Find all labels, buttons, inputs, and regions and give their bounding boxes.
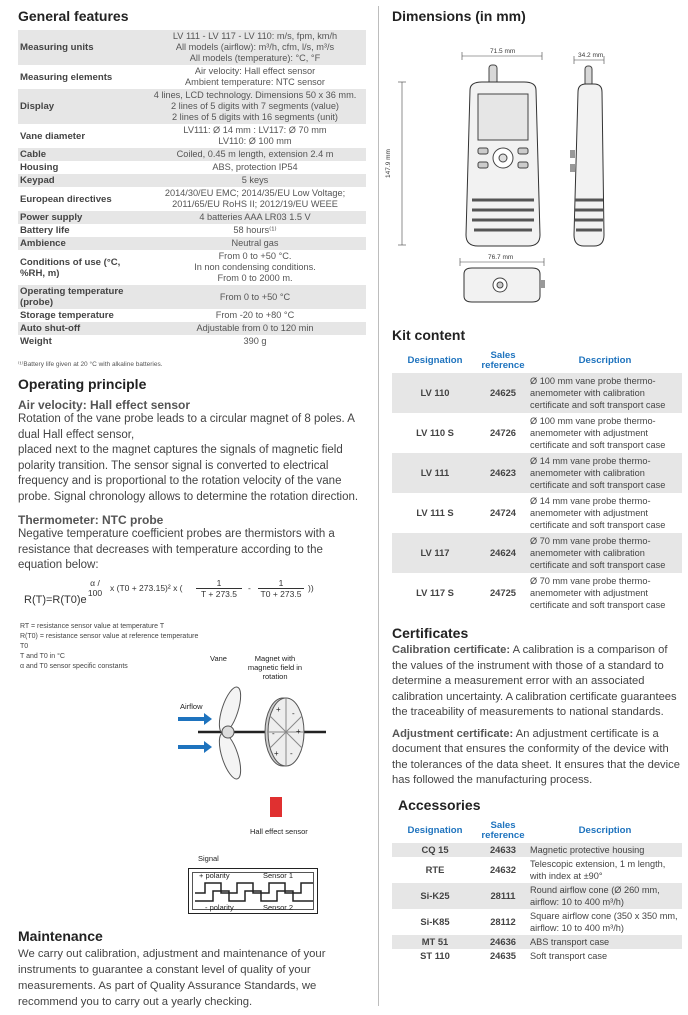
table-row <box>392 573 682 613</box>
calibration-certificate-text <box>392 643 682 721</box>
designation-cell: Si-K25 <box>392 883 478 909</box>
sales-reference-cell: 24624 <box>478 533 528 573</box>
svg-text:+: + <box>274 748 279 758</box>
legend-line: R(T0) = resistance sensor value at reference temperature T0 <box>20 632 199 650</box>
table-row <box>392 949 682 963</box>
column-header: Sales reference <box>481 819 525 841</box>
feature-label: Battery life <box>20 225 70 236</box>
vane-label: Vane <box>210 653 227 663</box>
sales-reference-cell: 28111 <box>478 883 528 909</box>
feature-value-line: In non condensing conditions. <box>194 262 316 272</box>
feature-value <box>144 237 366 250</box>
designation-cell: LV 111 S <box>392 493 478 533</box>
equation-alpha: α / 100 <box>87 577 103 598</box>
feature-value-line: Adjustable from 0 to 120 min <box>196 323 314 333</box>
magnet-label: Magnet with magnetic field in rotation <box>247 653 303 681</box>
feature-value-line: LV110: Ø 100 mm <box>218 136 292 146</box>
feature-value <box>144 161 366 174</box>
feature-label: Measuring elements <box>20 71 113 83</box>
sales-reference-cell: 24635 <box>478 949 528 963</box>
description-cell: Ø 100 mm vane probe thermo-anemometer with adjustment certificate and soft transport case <box>528 413 682 453</box>
column-header: Description <box>578 355 632 366</box>
width-front-label: 71.5 mm <box>490 48 516 55</box>
width-bottom-label: 76.7 mm <box>488 254 514 261</box>
table-row <box>392 857 682 883</box>
designation-cell: Si-K85 <box>392 909 478 935</box>
feature-row <box>18 285 366 309</box>
description-cell: Round airflow cone (Ø 260 mm, airflow: 10 to 400 m³/h) <box>528 883 682 909</box>
sales-reference-cell: 24636 <box>478 935 528 949</box>
feature-label: Cable <box>18 148 144 161</box>
left-column <box>18 8 366 927</box>
feature-row <box>18 65 366 89</box>
feature-value <box>144 174 366 187</box>
hall-sensor-block <box>270 797 282 817</box>
feature-row <box>18 30 366 65</box>
description-cell: Ø 100 mm vane probe thermo-anemometer with calibration certificate and soft transport case <box>528 373 682 413</box>
description-cell: ABS transport case <box>528 935 682 949</box>
feature-value <box>144 65 366 89</box>
description-cell: Ø 70 mm vane probe thermo-anemometer with adjustment certificate and soft transport case <box>528 573 682 613</box>
equation-frac1-den: T + 273.5 <box>201 588 237 599</box>
feature-value-line: 2014/30/EU EMC; 2014/35/EU Low Voltage; <box>164 188 346 198</box>
feature-row <box>18 250 366 285</box>
signal-waveform <box>195 879 313 905</box>
kit-content-title: Kit content <box>392 327 466 343</box>
table-row <box>392 935 682 949</box>
maintenance-text: We carry out calibration, adjustment and maintenance of your instruments to guarantee a constant level of quality of your measurements. As part of Quality Assurance Standards, we recommend you to carry out a yearly checking. <box>18 948 326 1008</box>
feature-row <box>18 237 366 250</box>
sales-reference-cell: 24726 <box>478 413 528 453</box>
feature-value <box>144 250 366 285</box>
table-row <box>392 909 682 935</box>
plus-polarity-label: + polarity <box>199 870 230 880</box>
maintenance-section <box>18 928 366 1010</box>
description-cell: Soft transport case <box>528 949 682 963</box>
feature-label: Display <box>18 89 144 124</box>
sales-reference-cell: 28112 <box>478 909 528 935</box>
feature-value-line: From 0 to +50 °C <box>219 291 291 302</box>
feature-value-line: 2011/65/EU RoHS II; 2012/19/EU WEEE <box>172 199 338 209</box>
feature-value <box>144 148 366 161</box>
equation-close: )) <box>308 582 314 593</box>
sales-reference-cell: 24625 <box>478 373 528 413</box>
feature-value-line: 4 batteries AAA LR03 1.5 V <box>199 212 311 222</box>
air-velocity-title: Air velocity: Hall effect sensor <box>18 398 191 412</box>
feature-row <box>18 89 366 124</box>
feature-value-line: Neutral gas <box>231 238 279 248</box>
signal-label: Signal <box>198 853 219 863</box>
feature-label: Power supply <box>18 211 144 224</box>
feature-row <box>18 161 366 174</box>
designation-cell: ST 110 <box>392 949 478 963</box>
feature-row <box>18 322 366 335</box>
table-row <box>392 373 682 413</box>
air-velocity-text-1: Rotation of the vane probe leads to a circular magnet of 8 poles. A dual Hall effect sensor, <box>18 413 355 441</box>
airflow-arrow-icon <box>178 741 212 753</box>
feature-value-line: 4 lines, LCD technology. Dimensions 50 x 36 mm. <box>153 90 357 100</box>
width-side-label: 34.2 mm <box>578 52 604 59</box>
feature-value-line: LV111: Ø 14 mm : LV117: Ø 70 mm <box>183 125 327 135</box>
feature-value-line: Ambient temperature: NTC sensor <box>185 77 325 87</box>
equation-frac2-num: 1 <box>258 578 304 589</box>
feature-row <box>18 309 366 322</box>
table-row <box>392 493 682 533</box>
description-cell: Ø 14 mm vane probe thermo-anemometer with calibration certificate and soft transport case <box>528 453 682 493</box>
feature-value-line: 5 keys <box>241 175 269 185</box>
legend-line: RT = resistance sensor value at temperature T <box>20 622 165 630</box>
equation-frac1-num: 1 <box>196 578 242 589</box>
description-cell: Square airflow cone (350 x 350 mm, airflow: 10 to 400 m³/h) <box>528 909 682 935</box>
designation-cell: CQ 15 <box>392 843 478 857</box>
feature-value-line: 58 hours⁽¹⁾ <box>233 225 277 235</box>
table-row <box>392 413 682 453</box>
calibration-label: Calibration certificate: <box>392 644 511 656</box>
equation-minus: - <box>248 582 251 593</box>
equation-frac2-den: T0 + 273.5 <box>260 588 302 599</box>
legend-line: α and T0 sensor specific constants <box>20 662 128 670</box>
feature-row <box>18 187 366 211</box>
hall-effect-diagram <box>18 622 366 927</box>
legend-line: T and T0 in °C <box>20 652 65 660</box>
column-header: Designation <box>407 824 463 836</box>
designation-cell: MT 51 <box>392 935 478 949</box>
feature-value-line: All models (airflow): m³/h, cfm, l/s, m³/s <box>175 42 335 52</box>
table-row <box>392 533 682 573</box>
svg-text:-: - <box>272 728 275 738</box>
certificates-title: Certificates <box>392 625 469 641</box>
table-row <box>392 883 682 909</box>
feature-label: Housing <box>20 162 59 173</box>
feature-value-line: ABS, protection IP54 <box>212 162 298 172</box>
description-cell: Ø 14 mm vane probe thermo-anemometer with adjustment certificate and soft transport case <box>528 493 682 533</box>
feature-label: Keypad <box>18 174 144 187</box>
kit-content-table <box>392 349 682 613</box>
air-velocity-text-2: placed next to the magnet captures the signals of magnetic field polarity transition. The sensor signal is converted to electrical frequency and is proportional to the rotation velocity of the vane probe. Signal chronology allows to determine the rotation direction. <box>18 444 359 503</box>
designation-cell: LV 117 <box>392 533 478 573</box>
sensor2-label: Sensor 2 <box>263 902 294 912</box>
operating-principle-title: Operating principle <box>18 376 147 392</box>
feature-label: Vane diameter <box>20 130 86 142</box>
feature-value <box>144 187 366 211</box>
feature-row <box>18 174 366 187</box>
sales-reference-cell: 24725 <box>478 573 528 613</box>
column-divider <box>378 6 379 1006</box>
adjustment-certificate-text <box>392 727 682 789</box>
general-features-table <box>18 30 366 348</box>
equation-middle: x (T0 + 273.15)² x ( <box>110 582 183 593</box>
description-cell: Telescopic extension, 1 m length, with index at ±90° <box>528 857 682 883</box>
column-header: Sales reference <box>481 350 525 371</box>
designation-cell: LV 117 S <box>392 573 478 613</box>
feature-label: European directives <box>20 193 112 205</box>
feature-value <box>144 30 366 65</box>
designation-cell: LV 110 S <box>392 413 478 453</box>
feature-label: Storage temperature <box>20 310 114 321</box>
svg-text:-: - <box>290 748 293 758</box>
feature-value-line: All models (temperature): °C, °F <box>189 53 321 63</box>
feature-value <box>144 224 366 237</box>
feature-label: Auto shut-off <box>18 322 144 335</box>
airflow-arrow-icon <box>178 713 212 725</box>
feature-label: Conditions of use (°C, %RH, m) <box>20 256 121 279</box>
feature-value <box>144 211 366 224</box>
accessories-table <box>392 819 682 963</box>
device-drawing <box>392 30 682 305</box>
ntc-text: Negative temperature coefficient probes are thermistors with a resistance that decreases with temperature according to the equation below: <box>18 528 335 571</box>
adjustment-label: Adjustment certificate: <box>392 727 514 740</box>
accessories-title: Accessories <box>398 796 481 813</box>
table-header-row <box>392 349 682 373</box>
svg-text:+: + <box>296 726 301 736</box>
feature-row <box>18 335 366 348</box>
feature-value-line: Air velocity: Hall effect sensor <box>194 66 316 76</box>
table-row <box>392 453 682 493</box>
calibration-text: A calibration is a comparison of the values of the instrument with those of a standard to determine a measurement error with an associated calibration uncertainty. A calibration certificate guarantees the traceability of measurements to national standards. <box>392 644 677 718</box>
ntc-equation <box>18 578 366 622</box>
feature-value <box>144 285 366 309</box>
svg-text:-: - <box>292 708 295 718</box>
feature-value <box>144 309 366 322</box>
feature-label: Weight <box>20 336 52 347</box>
feature-value-line: Coiled, 0.45 m length, extension 2.4 m <box>176 149 334 159</box>
feature-value <box>144 124 366 148</box>
sales-reference-cell: 24623 <box>478 453 528 493</box>
feature-value <box>144 335 366 348</box>
dimensions-drawing <box>384 30 682 315</box>
svg-text:+: + <box>276 704 281 714</box>
description-cell: Ø 70 mm vane probe thermo-anemometer with calibration certificate and soft transport case <box>528 533 682 573</box>
equation-legend <box>20 622 200 672</box>
adjustment-text: An adjustment certificate is a document that ensures the conformity of the device with the tolerances of the data sheet. It ensures that the device has followed the manufacturing process. <box>392 727 680 786</box>
ntc-title: Thermometer: NTC probe <box>18 513 164 527</box>
designation-cell: LV 110 <box>392 373 478 413</box>
signal-box <box>188 868 318 914</box>
maintenance-title: Maintenance <box>18 928 103 944</box>
sales-reference-cell: 24633 <box>478 843 528 857</box>
right-column <box>384 8 682 963</box>
sales-reference-cell: 24724 <box>478 493 528 533</box>
feature-label: Measuring units <box>18 30 144 65</box>
certificates-section <box>392 625 682 789</box>
designation-cell: LV 111 <box>392 453 478 493</box>
general-features-title: General features <box>18 8 129 24</box>
table-header-row <box>392 819 682 843</box>
dimensions-title: Dimensions (in mm) <box>392 8 526 24</box>
feature-row <box>18 124 366 148</box>
feature-label: Operating temperature (probe) <box>18 285 144 309</box>
battery-footnote: ⁽¹⁾Battery life given at 20 °C with alkaline batteries. <box>18 361 163 368</box>
hall-sensor-label: Hall effect sensor <box>250 826 308 836</box>
sensor1-label: Sensor 1 <box>263 870 294 880</box>
height-label: 147.9 mm <box>384 149 392 178</box>
feature-value-line: 2 lines of 5 digits with 7 segments (value) <box>170 101 339 111</box>
feature-row <box>18 211 366 224</box>
feature-row <box>18 224 366 237</box>
vane-magnet-illustration <box>178 672 328 792</box>
feature-value-line: 2 lines of 5 digits with 16 segments (unit) <box>172 112 338 122</box>
feature-value-line: From -20 to +80 °C <box>215 310 295 320</box>
feature-value <box>144 89 366 124</box>
feature-value-line: 390 g <box>243 336 267 346</box>
feature-value-line: From 0 to 2000 m. <box>217 273 293 283</box>
designation-cell: RTE <box>392 857 478 883</box>
column-header: Designation <box>407 355 463 366</box>
feature-value-line: From 0 to +50 °C. <box>218 251 292 261</box>
description-cell: Magnetic protective housing <box>528 843 682 857</box>
sales-reference-cell: 24632 <box>478 857 528 883</box>
column-header: Description <box>578 824 632 836</box>
feature-value <box>144 322 366 335</box>
feature-label: Ambience <box>18 237 144 250</box>
airflow-label: Airflow <box>180 701 203 711</box>
feature-value-line: LV 111 - LV 117 - LV 110: m/s, fpm, km/h <box>172 31 338 41</box>
table-row <box>392 843 682 857</box>
feature-row <box>18 148 366 161</box>
minus-polarity-label: - polarity <box>205 902 234 912</box>
equation-lhs: R(T)=R(T0)e <box>24 593 87 606</box>
